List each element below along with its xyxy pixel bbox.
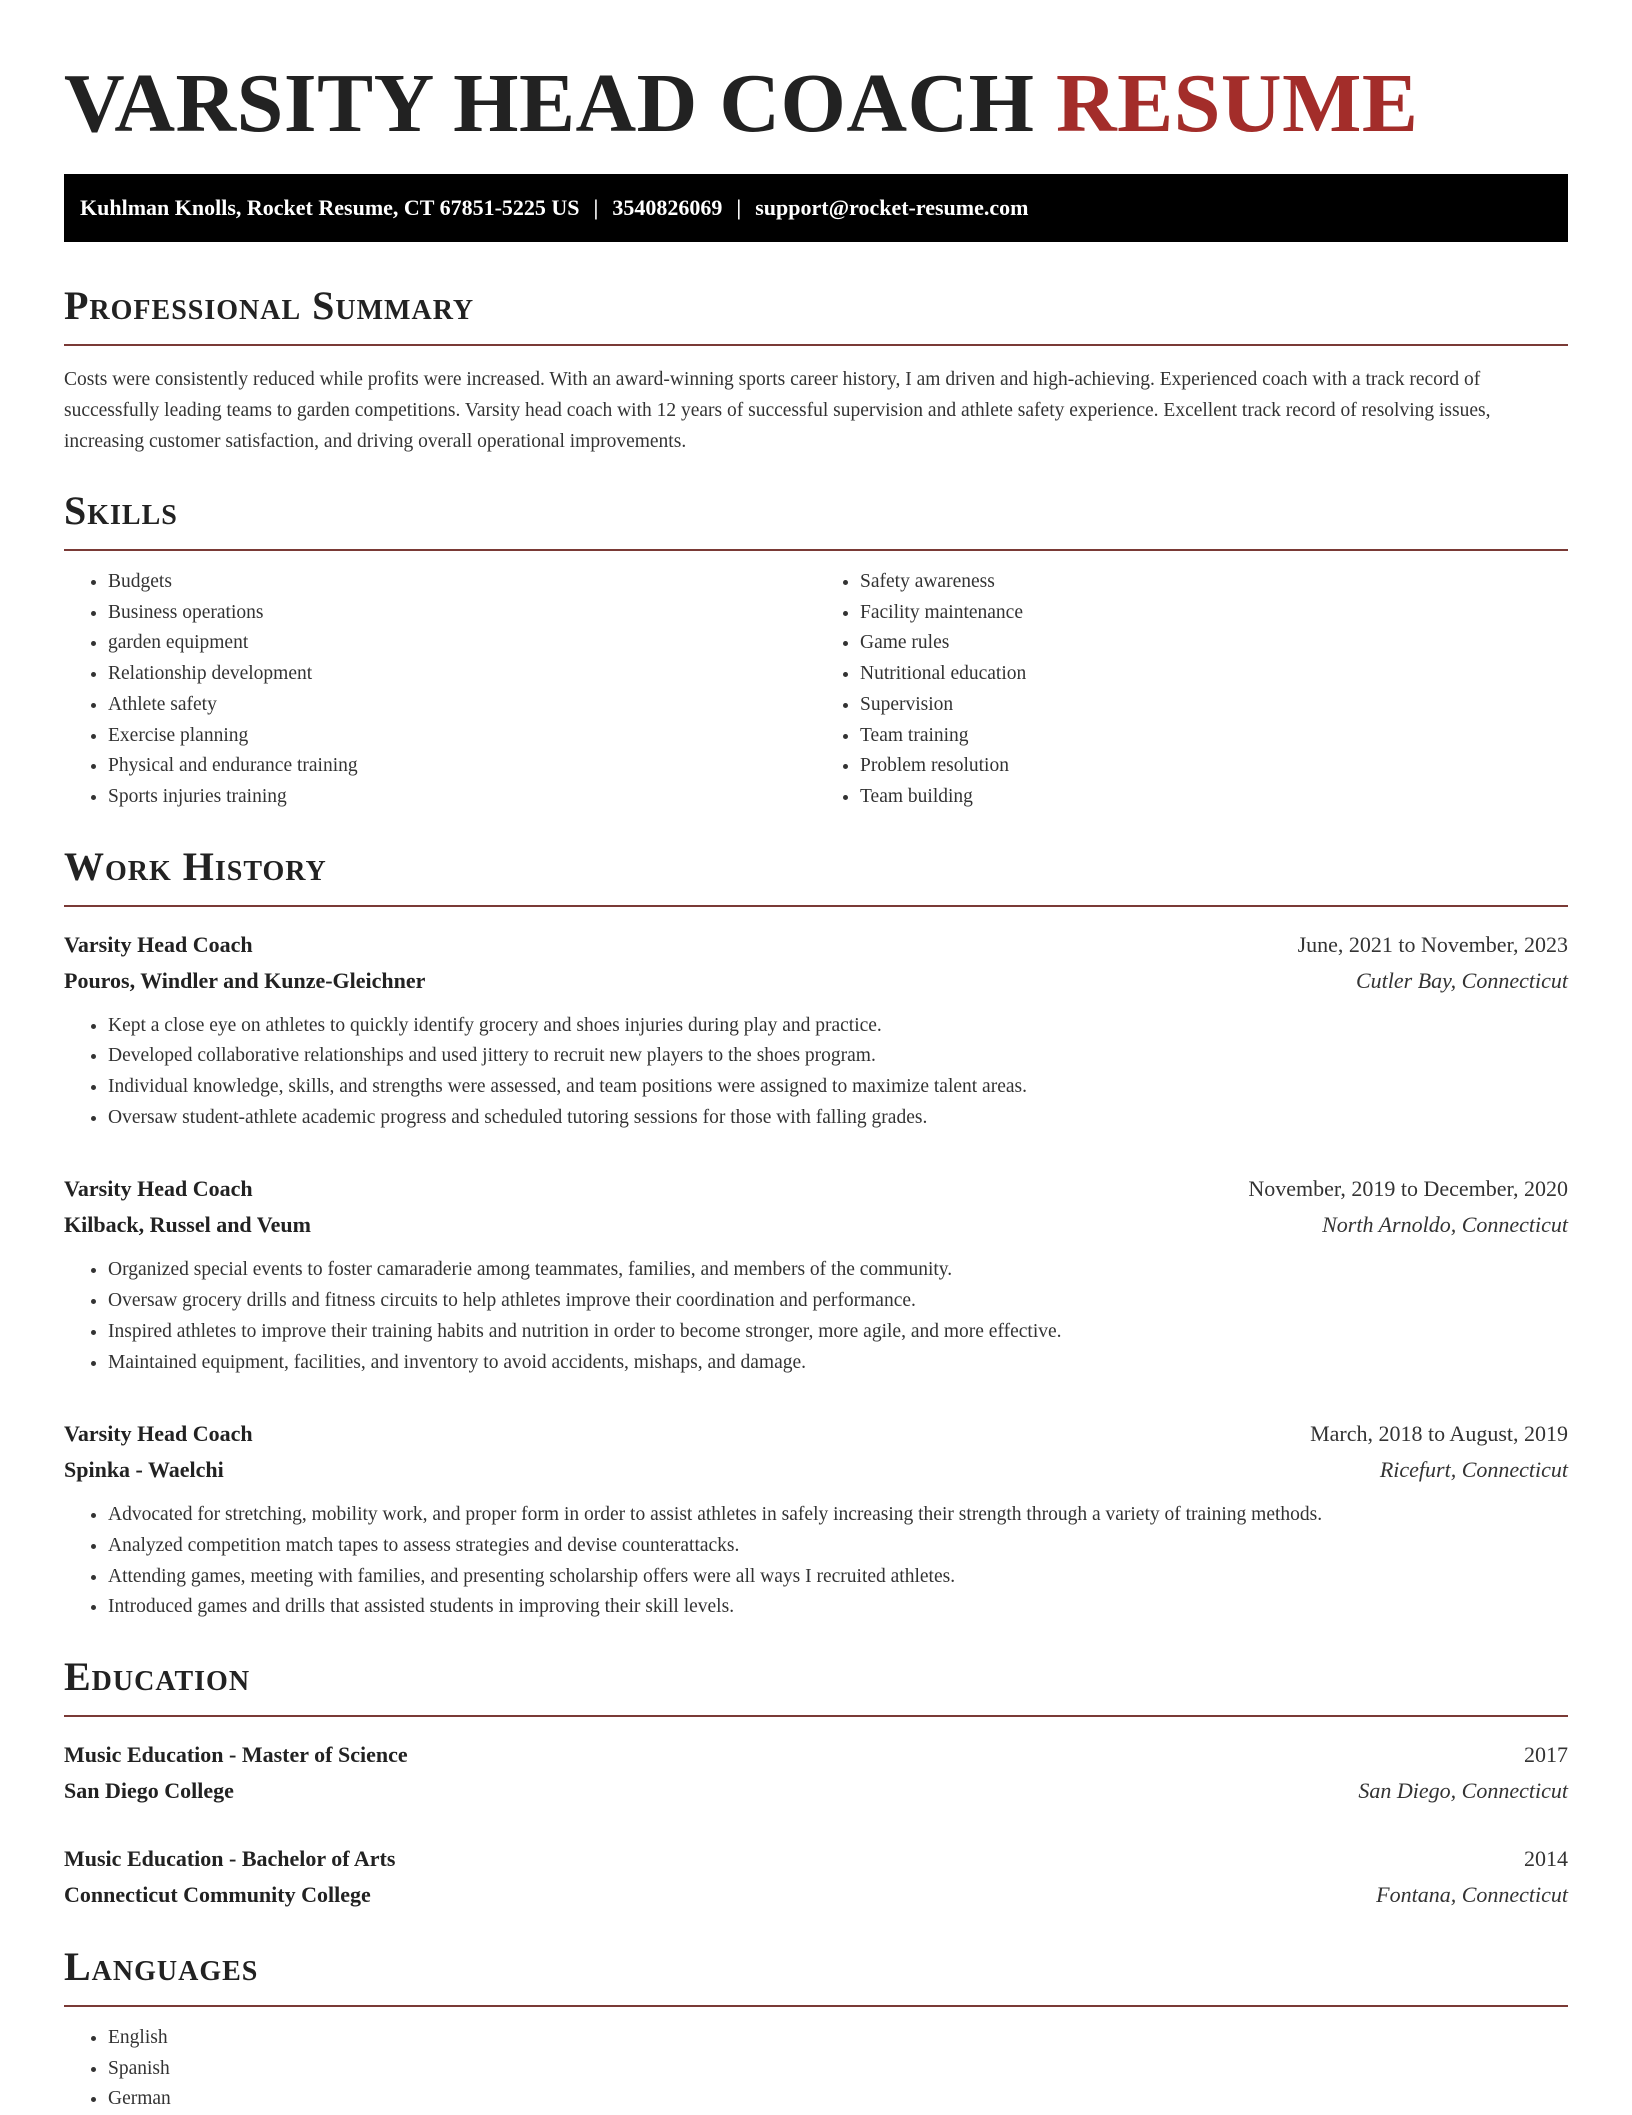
skill-item: • Physical and endurance training — [108, 751, 816, 782]
job-location: Cutler Bay, Connecticut — [1355, 967, 1568, 993]
education-location: San Diego, Connecticut — [1358, 1778, 1568, 1804]
language-item: • German — [108, 2084, 1568, 2115]
job-bullet: • Individual knowledge, skills, and strengths were assessed, and team positions were assigned to maximize talent areas. — [108, 1072, 1568, 1103]
education-school-row — [64, 1877, 1568, 1913]
section-divider — [64, 2005, 1568, 2007]
section-heading-summary: Professional Summary — [64, 283, 475, 328]
job-bullet: • Oversaw student-athlete academic progress and scheduled tutoring sessions for those with falling grades. — [108, 1103, 1568, 1134]
education-school-row — [64, 1773, 1568, 1809]
job-title: Varsity Head Coach — [64, 1421, 253, 1447]
languages-list — [64, 2023, 1568, 2115]
section-heading-work-history: Work History — [64, 843, 327, 889]
job-bullet: • Introduced games and drills that assisted students in improving their skill levels. — [108, 1592, 1568, 1623]
job-title: Varsity Head Coach — [64, 1176, 253, 1202]
job-bullet: • Advocated for stretching, mobility work, and proper form in order to assist athletes in safely increasing their strength through a variety of training methods. — [108, 1500, 1568, 1531]
skill-item: • Sports injuries training — [108, 782, 816, 813]
job-company-row — [64, 1452, 1568, 1488]
job-bullets — [64, 1011, 1568, 1134]
section-heading-education: Education — [64, 1654, 251, 1700]
job-company: Spinka - Waelchi — [64, 1457, 224, 1483]
work-history-section — [64, 843, 1568, 1623]
section-divider — [64, 549, 1568, 551]
title-main: VARSITY HEAD COACH — [64, 57, 1035, 150]
job-bullet: • Kept a close eye on athletes to quickly identify grocery and shoes injuries during play and practice. — [108, 1011, 1568, 1042]
section-divider — [64, 344, 1568, 346]
professional-summary-section — [64, 282, 1568, 457]
contact-phone: 3540826069 — [612, 195, 723, 220]
job-bullets — [64, 1255, 1568, 1378]
job-bullet: • Organized special events to foster camaraderie among teammates, families, and members of the community. — [108, 1255, 1568, 1286]
languages-section — [64, 1943, 1568, 2115]
contact-email[interactable]: support@rocket-resume.com — [755, 195, 1029, 220]
job-bullet: • Analyzed competition match tapes to assess strategies and devise counterattacks. — [108, 1531, 1568, 1562]
job-bullet: • Developed collaborative relationships and used jittery to recruit new players to the shoes program. — [108, 1041, 1568, 1072]
skill-item: • Supervision — [860, 690, 1568, 721]
contact-separator: | — [736, 195, 742, 220]
job-bullet: • Maintained equipment, facilities, and inventory to avoid accidents, mishaps, and damage. — [108, 1348, 1568, 1379]
summary-text: Costs were consistently reduced while profits were increased. With an award-winning sports career history, I am driven and high-achieving. Experienced coach with a track record of successfully leading teams to garden competitions. Varsity head coach with 12 years of successful supervision and athlete safety experience. Excellent track record of resolving issues, increasing customer satisfaction, and driving overall operational improvements. — [64, 369, 1491, 452]
skill-item: • Exercise planning — [108, 721, 816, 752]
skill-item: • garden equipment — [108, 628, 816, 659]
job-entry — [64, 1416, 1568, 1623]
job-header-row — [64, 1416, 1568, 1452]
skill-item: • Team training — [860, 721, 1568, 752]
skills-list-left — [64, 567, 816, 813]
education-section — [64, 1653, 1568, 1913]
skill-item: • Athlete safety — [108, 690, 816, 721]
education-degree: Music Education - Master of Science — [64, 1742, 408, 1768]
skill-item: • Safety awareness — [860, 567, 1568, 598]
education-degree: Music Education - Bachelor of Arts — [64, 1846, 396, 1872]
skill-item: • Relationship development — [108, 659, 816, 690]
job-location: North Arnoldo, Connecticut — [1322, 1212, 1568, 1238]
language-item: • Spanish — [108, 2054, 1568, 2085]
skill-item: • Nutritional education — [860, 659, 1568, 690]
contact-separator: | — [593, 195, 599, 220]
section-divider — [64, 905, 1568, 907]
job-bullet: • Oversaw grocery drills and fitness circuits to help athletes improve their coordination and performance. — [108, 1286, 1568, 1317]
job-entry — [64, 1171, 1568, 1378]
job-dates: March, 2018 to August, 2019 — [1310, 1421, 1568, 1447]
education-entry — [64, 1737, 1568, 1809]
education-year: 2014 — [1524, 1846, 1568, 1872]
education-location: Fontana, Connecticut — [1376, 1882, 1568, 1908]
education-entry — [64, 1841, 1568, 1913]
education-school: Connecticut Community College — [64, 1882, 371, 1908]
job-title: Varsity Head Coach — [64, 931, 253, 957]
job-company: Kilback, Russel and Veum — [64, 1212, 311, 1238]
job-company: Pouros, Windler and Kunze-Gleichner — [64, 967, 426, 993]
job-dates: June, 2021 to November, 2023 — [1297, 931, 1568, 957]
education-year: 2017 — [1524, 1742, 1568, 1768]
resume-title — [64, 56, 1568, 152]
education-school: San Diego College — [64, 1778, 234, 1804]
skill-item: • Problem resolution — [860, 751, 1568, 782]
job-entry — [64, 927, 1568, 1134]
job-company-row — [64, 963, 1568, 999]
skill-item: • Budgets — [108, 567, 816, 598]
job-bullet: • Inspired athletes to improve their training habits and nutrition in order to become stronger, more agile, and more effective. — [108, 1317, 1568, 1348]
language-item: • English — [108, 2023, 1568, 2054]
job-dates: November, 2019 to December, 2020 — [1248, 1176, 1568, 1202]
skill-item: • Team building — [860, 782, 1568, 813]
job-header-row — [64, 927, 1568, 963]
contact-bar — [64, 174, 1568, 242]
section-divider — [64, 1715, 1568, 1717]
job-bullets — [64, 1500, 1568, 1623]
job-bullet: • Attending games, meeting with families, and presenting scholarship offers were all ways I recruited athletes. — [108, 1562, 1568, 1593]
section-heading-languages: Languages — [64, 1944, 259, 1990]
skills-list-right — [816, 567, 1568, 813]
job-company-row — [64, 1207, 1568, 1243]
contact-address: Kuhlman Knolls, Rocket Resume, CT 67851-5225 US — [80, 195, 580, 220]
job-header-row — [64, 1171, 1568, 1207]
section-heading-skills: Skills — [64, 488, 178, 533]
skills-section — [64, 487, 1568, 813]
title-accent: RESUME — [1056, 57, 1419, 150]
job-location: Ricefurt, Connecticut — [1379, 1457, 1568, 1483]
skill-item: • Business operations — [108, 598, 816, 629]
education-header-row — [64, 1737, 1568, 1773]
skills-grid — [64, 567, 1568, 813]
education-header-row — [64, 1841, 1568, 1877]
skill-item: • Game rules — [860, 628, 1568, 659]
skill-item: • Facility maintenance — [860, 598, 1568, 629]
